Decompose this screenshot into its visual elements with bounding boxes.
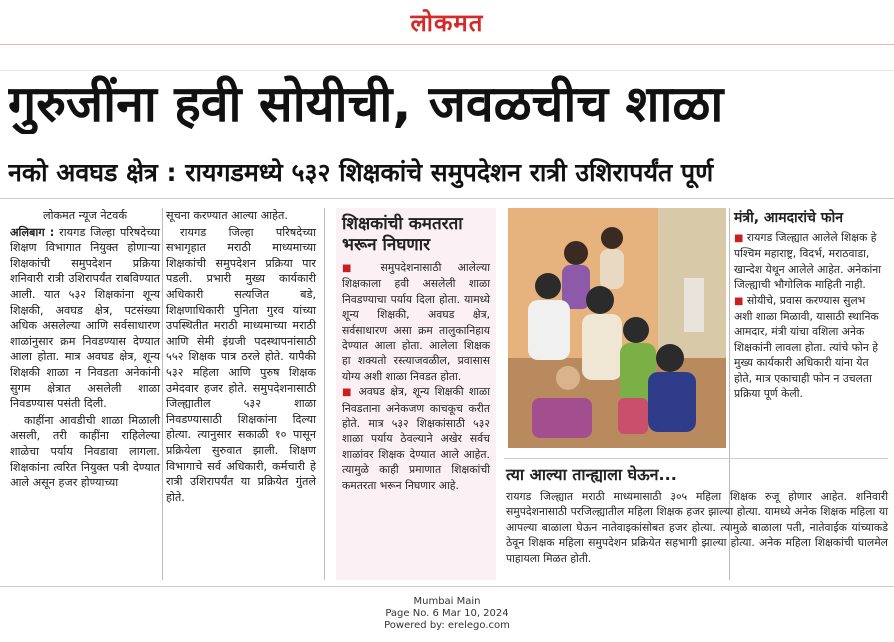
second-story (506, 464, 888, 566)
bullet-icon: ■ (734, 295, 744, 307)
lokmat-logo: लोकमत (410, 9, 484, 37)
column-divider-2 (324, 208, 325, 580)
top-rule (0, 70, 894, 71)
main-story-column-2 (166, 208, 316, 506)
page-date: Page No. 6 Mar 10, 2024 (385, 608, 509, 619)
box-text-1: समुपदेशनासाठी आलेल्या शिक्षकाला हवी असलेली शाळा निवडण्याचा पर्याय दिला होता. यामध्ये शून्य शिक्षकी, अवघड क्षेत्र, सर्वसाधारण असा क्रम तालुकानिहाय देण्यात आला होता. आलेला शिक्षक हा शक्यतो रस्त्याजवळील, प्रवासास योग्य अशी शाळा निवडत होता. (342, 261, 490, 383)
masthead (0, 0, 894, 44)
main-story-paragraph-1 (10, 225, 160, 412)
second-story-body: रायगड जिल्ह्यात मराठी माध्यमासाठी ३०५ महिला शिक्षक रुजू होणार आहेत. शनिवारी समुपदेशनासाठी परजिल्ह्यातील महिला शिक्षक हजर झाल्या होत्या. यामध्ये अनेक शिक्षक महिला या आपल्या बाळाला घेऊन नातेवाइकांसोबत हजर होत्या. त्यामुळे बाळाला पती, नातेवाईक यांच्याकडे ठेवून शिक्षक महिला समुपदेशन प्रक्रियेत सहभागी झाल्या होत्या. अनेक महिला शिक्षकांची घालमेल पाहायला मिळत होती. (506, 490, 888, 565)
side-story-title: मंत्री, आमदारांचे फोन (734, 210, 843, 226)
dateline: अलिबाग : (10, 225, 55, 239)
bullet-icon: ■ (734, 233, 744, 244)
main-story-paragraph-4: रायगड जिल्हा परिषदेच्या सभागृहात मराठी माध्यमाच्या शिक्षकांची समुपदेशन प्रक्रिया पार पडली. प्रभारी मुख्य कार्यकारी अधिकारी सत्यजित बडे, शिक्षणाधिकारी पुनिता गुरव यांच्या उपस्थितीत मराठी माध्यमाच्या मराठी आणि सेमी इंग्रजी पदस्थापनांसाठी ५५२ शिक्षक पात्र ठरले होते. यापैकी ५३२ महिला आणि पुरुष शिक्षक उमेदवार हजर होते. समुपदेशनासाठी जिल्ह्यातील ५३२ शाळा निवडण्यासाठी शिक्षकांना दिल्या होत्या. त्यानुसार सकाळी १० पासून प्रक्रियेला सुरुवात झाली. शिक्षण विभागाचे सर्व अधिकारी, कर्मचारी हे रात्री उशिरापर्यंत या प्रक्रियेत गुंतले होते. (166, 225, 316, 504)
bullet-icon: ■ (342, 263, 365, 274)
story-top-rule (0, 198, 894, 199)
side-story (734, 208, 886, 401)
powered-by: Powered by: erelego.com (384, 620, 510, 631)
sidebar-box (336, 208, 496, 580)
news-photo (508, 208, 726, 448)
byline: लोकमत न्यूज नेटवर्क (42, 209, 127, 222)
main-story-column-1 (10, 208, 160, 492)
side-story-text-1: रायगड जिल्ह्यात आलेले शिक्षक हे पश्चिम महाराष्ट्र, विदर्भ, मराठवाडा, खान्देश येथून आलेले आहेत. अनेकांना जिल्ह्याची भौगोलिक माहिती नाही. (734, 231, 882, 292)
bullet-icon: ■ (342, 387, 354, 399)
box-paragraph-2 (342, 384, 490, 493)
page-headline: गुरुजींना हवी सोयीची, जवळचीच शाळा (8, 75, 724, 133)
teachers-photo-illustration (508, 208, 726, 448)
box-text-2: अवघड क्षेत्र, शून्य शिक्षकी शाळा निवडताना अनेकजण काचकूच करीत होते. मात्र ५३२ शिक्षकांसाठी ५३२ शाळा पर्याय ठेवल्याने अखेर सर्वच शाळांवर शिक्षक देण्यात आले आहेत. त्यामुळे काही प्रमाणात शिक्षकांची कमतरता भरून निघणार आहे. (342, 385, 491, 492)
side-story-paragraph-1 (734, 230, 886, 293)
page-subheadline: नको अवघड क्षेत्र : रायगडमध्ये ५३२ शिक्षकांचे समुपदेशन रात्री उशिरापर्यंत पूर्ण (8, 158, 714, 187)
box-body (336, 260, 496, 493)
main-story-paragraph-2: काहींना आवडीची शाळा मिळाली असली, तरी काहींना राहिलेल्या शाळेचा पर्याय निवडावा लागला. शिक्षकांना त्वरित नियुक्त पत्री देण्यात आले असून हजर होण्याच्या (10, 413, 160, 490)
story2-rule (504, 458, 888, 459)
side-story-body (734, 230, 886, 401)
masthead-rule (0, 44, 894, 45)
bottom-rule (0, 586, 894, 587)
second-story-title: त्या आल्या तान्ह्याला घेऊन... (506, 465, 677, 484)
edition-name: Mumbai Main (413, 596, 481, 607)
box-title: शिक्षकांची कमतरता भरून निघणार (342, 214, 463, 255)
main-story-paragraph-3: सूचना करण्यात आल्या आहेत. (166, 209, 288, 222)
main-story-text-1: रायगड जिल्हा परिषदेच्या शिक्षण विभागात नियुक्त होणाऱ्या शिक्षकांची समुपदेशन प्रक्रिया शनिवारी रात्री उशिरापर्यंत राबविण्यात आली. यात ५३२ शिक्षकांना शून्य शिक्षकी, अवघड क्षेत्र, पटसंख्या अधिक असलेल्या आणि सर्वसाधारण शाळांनुसार क्रम निवडण्यास देण्यात आला होता. मात्र अवघड क्षेत्र, शून्य शिक्षकी शाळा न निवडता अनेकांनी सुगम क्षेत्रात असलेली शाळा निवडण्यास पसंती दिली. (10, 225, 160, 411)
side-story-paragraph-2 (734, 293, 886, 402)
side-story-text-2: सोयीचे, प्रवास करण्यास सुलभ अशी शाळा मिळावी, यासाठी स्थानिक आमदार, मंत्री यांचा वशिला अनेक शिक्षकांनी लावला होता. त्यांचे फोन हे मुख्य कार्यकारी अधिकारी यांना येत होते, मात्र एकाचाही फोन न उचलता प्रक्रिया पूर्ण केली. (734, 293, 879, 401)
page-footer (0, 596, 894, 632)
column-divider-1 (162, 208, 163, 580)
box-paragraph-1 (342, 260, 490, 384)
